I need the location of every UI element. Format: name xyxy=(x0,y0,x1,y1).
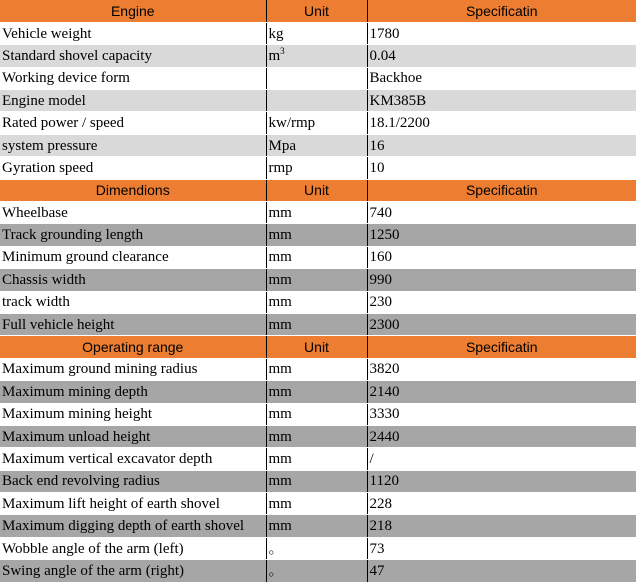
cell-unit: kw/rmp xyxy=(266,112,367,134)
cell-param: Maximum ground mining radius xyxy=(0,358,266,380)
cell-unit: kg xyxy=(266,22,367,44)
section-header-row xyxy=(0,179,636,201)
cell-param: Wheelbase xyxy=(0,202,266,224)
cell-spec: 3820 xyxy=(367,358,636,380)
cell-unit: mm xyxy=(266,381,367,403)
cell-param: Chassis width xyxy=(0,269,266,291)
table-row xyxy=(0,246,636,268)
cell-unit: mm xyxy=(266,291,367,313)
table-row xyxy=(0,22,636,44)
unit-superscript: 3 xyxy=(280,45,285,56)
cell-param: Wobble angle of the arm (left) xyxy=(0,537,266,559)
cell-unit: mm xyxy=(266,493,367,515)
cell-spec: KM385B xyxy=(367,90,636,112)
cell-spec: 230 xyxy=(367,291,636,313)
header-param: Engine xyxy=(0,0,266,22)
table-row xyxy=(0,224,636,246)
cell-unit: mm xyxy=(266,470,367,492)
table-row xyxy=(0,448,636,470)
header-spec: Specificatin xyxy=(367,179,636,201)
cell-spec: 218 xyxy=(367,515,636,537)
cell-spec: 47 xyxy=(367,560,636,582)
cell-unit: mm xyxy=(266,515,367,537)
cell-spec: 1250 xyxy=(367,224,636,246)
cell-unit: 。 xyxy=(266,537,367,559)
cell-param: Back end revolving radius xyxy=(0,470,266,492)
table-row xyxy=(0,112,636,134)
cell-unit: mm xyxy=(266,269,367,291)
header-param: Dimendions xyxy=(0,179,266,201)
table-row xyxy=(0,157,636,179)
table-row xyxy=(0,67,636,89)
cell-param: Maximum digging depth of earth shovel xyxy=(0,515,266,537)
cell-spec: 990 xyxy=(367,269,636,291)
cell-param: Rated power / speed xyxy=(0,112,266,134)
cell-unit: Mpa xyxy=(266,134,367,156)
cell-spec: 3330 xyxy=(367,403,636,425)
cell-unit: mm xyxy=(266,448,367,470)
cell-spec: 1120 xyxy=(367,470,636,492)
cell-spec: / xyxy=(367,448,636,470)
cell-unit: mm xyxy=(266,202,367,224)
cell-param: Minimum ground clearance xyxy=(0,246,266,268)
cell-param: Track grounding length xyxy=(0,224,266,246)
cell-param: Swing angle of the arm (right) xyxy=(0,560,266,582)
cell-spec: 0.04 xyxy=(367,45,636,67)
cell-spec: 228 xyxy=(367,493,636,515)
cell-spec: 2300 xyxy=(367,313,636,335)
cell-param: Maximum lift height of earth shovel xyxy=(0,493,266,515)
cell-spec: 1780 xyxy=(367,22,636,44)
cell-param: system pressure xyxy=(0,134,266,156)
cell-param: Maximum vertical excavator depth xyxy=(0,448,266,470)
cell-spec: 18.1/2200 xyxy=(367,112,636,134)
cell-param: Maximum mining height xyxy=(0,403,266,425)
table-row xyxy=(0,403,636,425)
header-param: Operating range xyxy=(0,336,266,358)
table-row xyxy=(0,45,636,67)
table-row xyxy=(0,560,636,582)
table-row xyxy=(0,202,636,224)
cell-param: Full vehicle height xyxy=(0,313,266,335)
section-header-row xyxy=(0,0,636,22)
table-row xyxy=(0,134,636,156)
cell-spec: Backhoe xyxy=(367,67,636,89)
unit-text: m xyxy=(268,47,281,64)
table-row xyxy=(0,515,636,537)
table-row xyxy=(0,313,636,335)
cell-unit xyxy=(266,90,367,112)
header-unit: Unit xyxy=(266,0,367,22)
cell-spec: 740 xyxy=(367,202,636,224)
header-unit: Unit xyxy=(266,336,367,358)
table-row xyxy=(0,425,636,447)
cell-unit xyxy=(266,67,367,89)
cell-unit: mm xyxy=(266,224,367,246)
cell-unit: mm xyxy=(266,313,367,335)
cell-param: Maximum mining depth xyxy=(0,381,266,403)
cell-param: Working device form xyxy=(0,67,266,89)
cell-unit: rmp xyxy=(266,157,367,179)
cell-unit: mm xyxy=(266,358,367,380)
cell-spec: 16 xyxy=(367,134,636,156)
cell-unit: mm xyxy=(266,246,367,268)
cell-param: Standard shovel capacity xyxy=(0,45,266,67)
cell-spec: 160 xyxy=(367,246,636,268)
cell-spec: 2440 xyxy=(367,425,636,447)
cell-unit xyxy=(266,45,367,67)
table-row xyxy=(0,291,636,313)
table-row xyxy=(0,537,636,559)
cell-param: track width xyxy=(0,291,266,313)
cell-param: Vehicle weight xyxy=(0,22,266,44)
cell-unit: mm xyxy=(266,403,367,425)
cell-param: Maximum unload height xyxy=(0,425,266,447)
cell-param: Engine model xyxy=(0,90,266,112)
cell-unit: 。 xyxy=(266,560,367,582)
table-row xyxy=(0,90,636,112)
cell-param: Gyration speed xyxy=(0,157,266,179)
header-spec: Specificatin xyxy=(367,0,636,22)
cell-spec: 73 xyxy=(367,537,636,559)
table-row xyxy=(0,493,636,515)
table-row xyxy=(0,269,636,291)
cell-spec: 10 xyxy=(367,157,636,179)
cell-unit: mm xyxy=(266,425,367,447)
table-row xyxy=(0,470,636,492)
section-header-row xyxy=(0,336,636,358)
table-row xyxy=(0,381,636,403)
table-row xyxy=(0,358,636,380)
header-unit: Unit xyxy=(266,179,367,201)
header-spec: Specificatin xyxy=(367,336,636,358)
cell-spec: 2140 xyxy=(367,381,636,403)
